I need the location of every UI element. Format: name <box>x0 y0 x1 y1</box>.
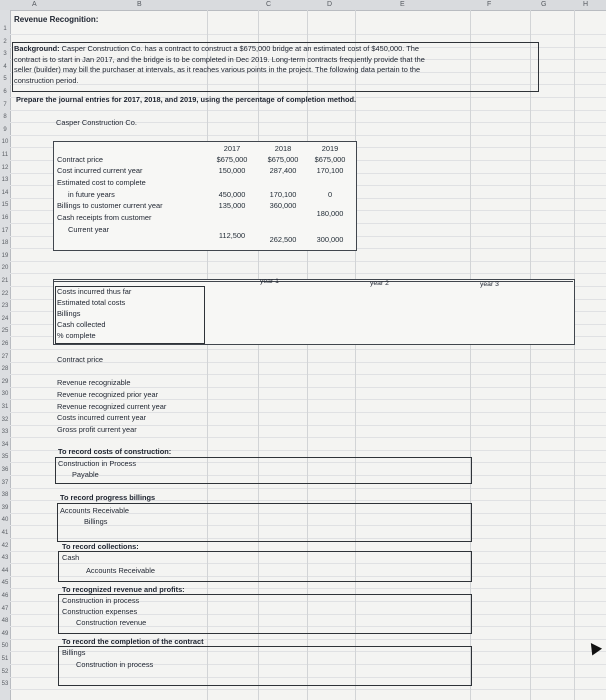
cell-cost-2018[interactable]: 287,400 <box>269 166 297 175</box>
calc-cash-collected: Cash collected <box>57 320 106 329</box>
background-line-3: seller (builder) may bill the purchaser at intervals, as it reaches various points in the project. The following data pertain to the <box>14 65 421 74</box>
row-number[interactable]: 29 <box>1 378 9 385</box>
year-2018-header: 2018 <box>274 144 292 153</box>
row-number[interactable]: 1 <box>3 26 7 32</box>
cell-cost-2019[interactable]: 170,100 <box>316 166 344 175</box>
mouse-cursor-icon <box>586 640 602 656</box>
row-number[interactable]: 39 <box>1 504 9 511</box>
row-number[interactable]: 32 <box>1 416 9 423</box>
entry4-line2: Construction expenses <box>62 607 138 616</box>
background-label: Background: <box>14 44 60 53</box>
row-number[interactable]: 45 <box>1 580 9 587</box>
row-number[interactable]: 28 <box>1 366 9 373</box>
entry2-line2: Billings <box>84 517 108 526</box>
row-number[interactable]: 24 <box>1 315 9 322</box>
row-number[interactable]: 43 <box>1 555 9 562</box>
grid-line <box>10 488 606 489</box>
entry3-line1: Cash <box>62 553 80 562</box>
entry4-line3: Construction revenue <box>76 618 147 627</box>
calc-percent-complete: % complete <box>57 331 96 340</box>
row-number[interactable]: 8 <box>3 114 7 121</box>
row-number[interactable]: 33 <box>1 429 9 436</box>
calc-header-year1: year 1 <box>260 278 279 285</box>
cell-est-2017[interactable]: 450,000 <box>218 190 246 199</box>
row-number[interactable]: 27 <box>1 353 9 360</box>
col-header-b[interactable]: B <box>137 1 142 8</box>
col-header-c[interactable]: C <box>266 1 272 8</box>
entry3-heading: To record collections: <box>62 542 139 551</box>
row-number[interactable]: 49 <box>1 630 9 637</box>
row-number[interactable]: 21 <box>1 278 9 284</box>
grid-line <box>10 399 606 400</box>
row-number[interactable]: 20 <box>1 265 9 272</box>
row-number[interactable]: 38 <box>1 492 9 499</box>
row-number[interactable]: 16 <box>1 215 9 221</box>
col-header-d[interactable]: D <box>327 1 333 8</box>
row-number[interactable]: 5 <box>3 76 7 83</box>
col-header-e[interactable]: E <box>400 1 405 8</box>
rev-prior-year: Revenue recognized prior year <box>57 390 159 399</box>
row-number[interactable]: 7 <box>3 101 7 108</box>
background-box <box>12 42 539 92</box>
label-billings: Billings to customer current year <box>57 201 163 210</box>
grid-line <box>10 374 606 375</box>
row-number[interactable]: 14 <box>1 189 9 196</box>
row-number[interactable]: 19 <box>1 252 9 259</box>
row-number[interactable]: 37 <box>1 479 9 486</box>
cell-cash-2017[interactable]: 112,500 <box>218 231 246 240</box>
entry4-line1: Construction in process <box>62 596 140 605</box>
row-number[interactable]: 11 <box>1 152 9 158</box>
gross-profit-current: Gross profit current year <box>57 425 137 434</box>
row-number[interactable]: 18 <box>1 240 9 247</box>
row-number[interactable]: 10 <box>1 139 9 146</box>
row-number[interactable]: 52 <box>1 668 9 675</box>
row-number[interactable]: 46 <box>1 593 9 599</box>
cell-contract-2017[interactable]: $675,000 <box>216 155 248 164</box>
entry3-line2: Accounts Receivable <box>86 566 156 575</box>
col-header-f[interactable]: F <box>487 1 492 8</box>
row-number[interactable]: 31 <box>1 404 9 410</box>
cell-cash-2018[interactable]: 262,500 <box>269 235 297 244</box>
sheet-title: Revenue Recognition: <box>14 15 99 24</box>
entry1-line2: Payable <box>72 470 99 479</box>
row-number[interactable]: 36 <box>1 467 9 473</box>
background-line-1: Casper Construction Co. has a contract to construct a $675,000 bridge at an estimated cost of $450,000. The <box>61 44 419 53</box>
row-number[interactable]: 2 <box>3 38 7 45</box>
grid-line <box>10 34 606 35</box>
row-number[interactable]: 42 <box>1 542 9 549</box>
cell-est-2018[interactable]: 170,100 <box>269 190 297 199</box>
cell-billings-2019[interactable]: 180,000 <box>316 209 344 218</box>
row-number[interactable]: 22 <box>1 290 9 297</box>
row-number[interactable]: 17 <box>1 227 9 234</box>
row-number[interactable]: 6 <box>3 89 7 95</box>
col-header-h[interactable]: H <box>583 1 589 8</box>
calc-est-total-costs: Estimated total costs <box>57 298 126 307</box>
row-number[interactable]: 34 <box>1 441 9 448</box>
cell-contract-2019[interactable]: $675,000 <box>314 155 346 164</box>
grid-line <box>10 437 606 438</box>
entry5-heading: To record the completion of the contract <box>62 637 204 646</box>
background-line-4: construction period. <box>14 75 79 85</box>
row-number[interactable]: 12 <box>1 164 9 171</box>
row-number[interactable]: 47 <box>1 605 9 612</box>
row-number[interactable]: 9 <box>3 126 7 133</box>
entry1-line1: Construction in Process <box>58 459 137 468</box>
cell-billings-2017[interactable]: 135,000 <box>218 201 246 210</box>
company-name: Casper Construction Co. <box>56 118 137 127</box>
row-number[interactable]: 35 <box>1 454 9 461</box>
row-number[interactable]: 3 <box>3 51 7 58</box>
grid-line <box>10 273 606 274</box>
rev-current-year: Revenue recognized current year <box>57 402 167 411</box>
row-number[interactable]: 25 <box>1 328 9 335</box>
row-number[interactable]: 26 <box>1 341 9 347</box>
row-number[interactable]: 4 <box>3 63 7 70</box>
costs-current-year: Costs incurred current year <box>57 413 147 422</box>
cell-est-2019[interactable]: 0 <box>327 190 333 199</box>
grid-line <box>10 135 606 136</box>
entry4-heading: To recognized revenue and profits: <box>62 585 185 594</box>
calc-header-year2: year 2 <box>370 280 389 287</box>
rev-recognizable: Revenue recognizable <box>57 378 131 387</box>
grid-line <box>530 10 531 700</box>
row-number[interactable]: 50 <box>1 643 9 650</box>
entry1-heading: To record costs of construction: <box>58 447 172 456</box>
calc-costs-thus-far: Costs incurred thus far <box>57 287 132 296</box>
column-header-bar <box>0 0 606 11</box>
col-header-a[interactable]: A <box>32 1 37 8</box>
row-number[interactable]: 48 <box>1 618 9 625</box>
entry5-line2: Construction in process <box>76 660 154 669</box>
col-header-g[interactable]: G <box>541 1 547 8</box>
label-contract-price: Contract price <box>57 155 104 164</box>
grid-line <box>10 110 606 111</box>
label-est-cost: Estimated cost to complete <box>57 178 146 187</box>
calc-billings: Billings <box>57 309 81 318</box>
prepare-instruction: Prepare the journal entries for 2017, 2018, and 2019, using the percentage of completion method. <box>16 95 357 104</box>
label-cost-incurred: Cost incurred current year <box>57 166 143 175</box>
grid-line <box>10 349 606 350</box>
cell-contract-2018[interactable]: $675,000 <box>267 155 299 164</box>
row-number[interactable]: 41 <box>1 530 9 536</box>
grid-line <box>10 689 606 690</box>
year-2017-header: 2017 <box>223 144 241 153</box>
entry5-line1: Billings <box>62 648 86 657</box>
cell-billings-2018[interactable]: 360,000 <box>269 201 297 210</box>
entry2-heading: To record progress billings <box>60 493 156 502</box>
cell-cost-2017[interactable]: 150,000 <box>218 166 246 175</box>
calc-header-year3: year 3 <box>480 281 499 288</box>
row-number[interactable]: 44 <box>1 567 9 574</box>
row-number[interactable]: 40 <box>1 517 9 524</box>
entry2-line1: Accounts Receivable <box>60 506 130 515</box>
grid-line <box>574 10 575 700</box>
row-number[interactable]: 30 <box>1 391 9 398</box>
label-current-year: Current year <box>68 225 110 234</box>
grid-line <box>10 261 606 262</box>
row-header-bar <box>0 10 11 700</box>
row-number[interactable]: 15 <box>1 202 9 209</box>
label-cash-receipts: Cash receipts from customer <box>57 213 152 222</box>
cell-cash-2019[interactable]: 300,000 <box>316 235 344 244</box>
label-future-years: in future years <box>68 190 115 199</box>
row-number[interactable]: 13 <box>1 177 9 184</box>
row-number[interactable]: 23 <box>1 303 9 310</box>
row-number[interactable]: 51 <box>1 656 9 662</box>
row-number[interactable]: 53 <box>1 681 9 688</box>
contract-price-label: Contract price <box>57 355 104 364</box>
background-line-2: contract is to start in Jan 2017, and the bridge is to be completed in Dec 2019. Long-term contracts frequently provide that the <box>14 54 425 64</box>
year-2019-header: 2019 <box>321 144 339 153</box>
